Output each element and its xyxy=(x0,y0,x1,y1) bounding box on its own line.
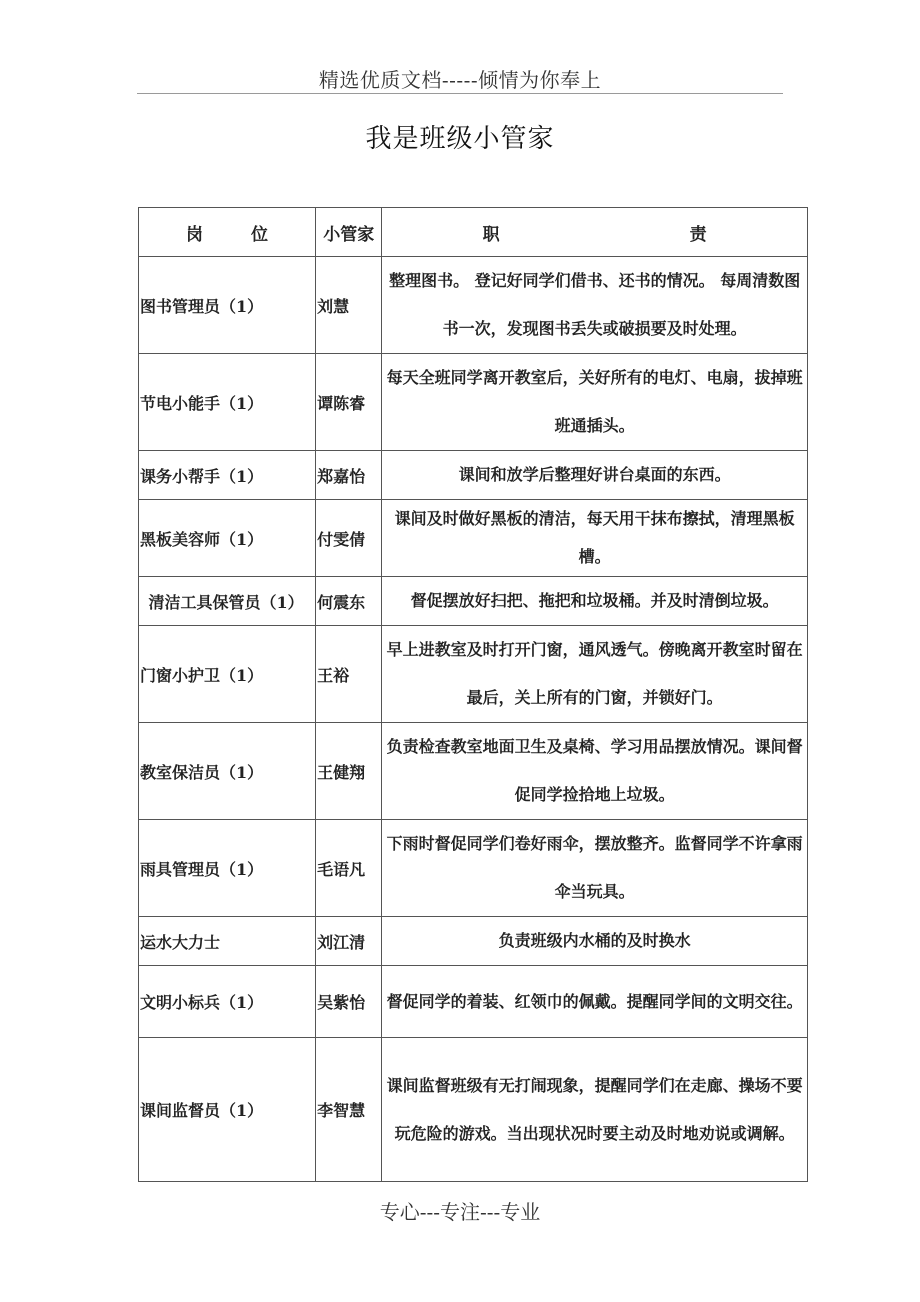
manager-cell: 王健翔 xyxy=(316,723,382,820)
role-cell: 运水大力士 xyxy=(139,917,316,966)
duty-cell: 课间和放学后整理好讲台桌面的东西。 xyxy=(382,451,808,500)
duty-cell: 督促同学的着装、红领巾的佩戴。提醒同学间的文明交往。 xyxy=(382,966,808,1038)
role-cell: 课务小帮手（1） xyxy=(139,451,316,500)
duty-cell: 课间监督班级有无打闹现象，提醒同学们在走廊、操场不要玩危险的游戏。当出现状况时要主动及时地劝说或调解。 xyxy=(382,1038,808,1182)
duty-cell: 整理图书。 登记好同学们借书、还书的情况。 每周清数图书一次，发现图书丢失或破损要及时处理。 xyxy=(382,257,808,354)
manager-cell: 王裕 xyxy=(316,626,382,723)
document-title: 我是班级小管家 xyxy=(365,124,555,154)
role-cell: 黑板美容师（1） xyxy=(139,500,316,577)
header-role: 岗 位 xyxy=(139,208,316,257)
header-divider xyxy=(137,93,783,94)
table-row xyxy=(139,917,808,966)
role-cell: 清洁工具保管员（1） xyxy=(139,577,316,626)
duty-cell: 课间及时做好黑板的清洁，每天用干抹布擦拭，清理黑板槽。 xyxy=(382,500,808,577)
table-row xyxy=(139,1038,808,1182)
table-row xyxy=(139,577,808,626)
table-row xyxy=(139,500,808,577)
role-cell: 课间监督员（1） xyxy=(139,1038,316,1182)
duty-table xyxy=(138,207,808,1182)
role-cell: 图书管理员（1） xyxy=(139,257,316,354)
role-cell: 门窗小护卫（1） xyxy=(139,626,316,723)
duty-cell: 负责检查教室地面卫生及桌椅、学习用品摆放情况。课间督促同学捡拾地上垃圾。 xyxy=(382,723,808,820)
page-header: 精选优质文档-----倾情为你奉上 xyxy=(318,68,602,92)
table-row xyxy=(139,451,808,500)
manager-cell: 付雯倩 xyxy=(316,500,382,577)
header-duty: 职 责 xyxy=(382,208,808,257)
manager-cell: 郑嘉怡 xyxy=(316,451,382,500)
duty-cell: 督促摆放好扫把、拖把和垃圾桶。并及时清倒垃圾。 xyxy=(382,577,808,626)
table-row xyxy=(139,354,808,451)
manager-cell: 毛语凡 xyxy=(316,820,382,917)
table-row xyxy=(139,966,808,1038)
manager-cell: 刘江清 xyxy=(316,917,382,966)
table-row xyxy=(139,820,808,917)
manager-cell: 何震东 xyxy=(316,577,382,626)
table-header-row xyxy=(139,208,808,257)
role-cell: 文明小标兵（1） xyxy=(139,966,316,1038)
manager-cell: 李智慧 xyxy=(316,1038,382,1182)
table-row xyxy=(139,626,808,723)
role-cell: 雨具管理员（1） xyxy=(139,820,316,917)
duty-cell: 下雨时督促同学们卷好雨伞，摆放整齐。监督同学不许拿雨伞当玩具。 xyxy=(382,820,808,917)
duty-cell: 早上进教室及时打开门窗，通风透气。傍晚离开教室时留在最后，关上所有的门窗，并锁好门。 xyxy=(382,626,808,723)
table-row xyxy=(139,723,808,820)
header-manager: 小管家 xyxy=(316,208,382,257)
duty-cell: 每天全班同学离开教室后，关好所有的电灯、电扇，拔掉班班通插头。 xyxy=(382,354,808,451)
table-row xyxy=(139,257,808,354)
manager-cell: 刘慧 xyxy=(316,257,382,354)
manager-cell: 吴紫怡 xyxy=(316,966,382,1038)
page-footer: 专心---专注---专业 xyxy=(379,1200,541,1224)
manager-cell: 谭陈睿 xyxy=(316,354,382,451)
role-cell: 教室保洁员（1） xyxy=(139,723,316,820)
duty-cell: 负责班级内水桶的及时换水 xyxy=(382,917,808,966)
role-cell: 节电小能手（1） xyxy=(139,354,316,451)
